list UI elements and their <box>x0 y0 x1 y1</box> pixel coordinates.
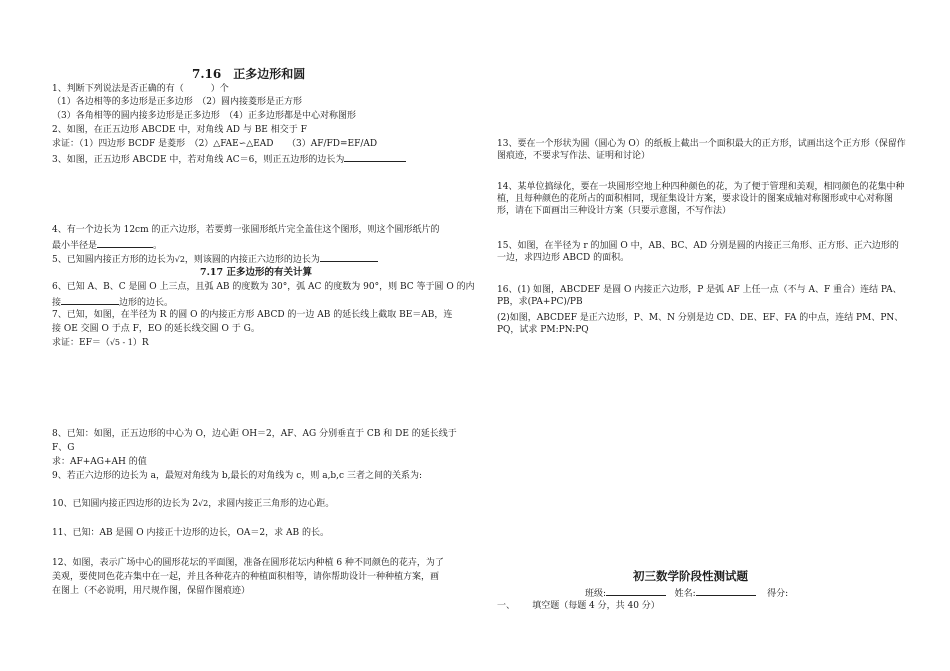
q3-text: 3、如图，正五边形 ABCDE 中，若对角线 AC＝6，则正五边形的边长为 <box>52 155 345 165</box>
q6-text: 6、已知 A、B、C 是圆 O 上三点，且弧 AB 的度数为 30°，弧 AC 的度数为 90°，则 BC 等于圆 O 的内 <box>52 282 475 292</box>
q10-line <box>52 498 334 510</box>
exam-title: 初三数学阶段性测试题 <box>633 569 748 583</box>
q16-part2: (2)如图，ABCDEF 是正六边形，P、M、N 分别是边 CD、DE、EF、FA 的中点，连结 PM、PN、PQ，试求 PM:PN:PQ <box>497 313 904 335</box>
q4-answer-blank[interactable] <box>97 238 153 248</box>
q7-prove-end: ）R <box>132 338 149 348</box>
section-one-label: 一、 <box>497 601 516 611</box>
score-label: 得分: <box>767 589 789 599</box>
q12-text-3: 在图上（不必说明，用尺规作图，保留作图痕迹） <box>52 586 251 596</box>
q2-text: 2、如图，在正五边形 ABCDE 中，对角线 AD 与 BE 相交于 F <box>52 125 307 135</box>
q10-sqrt2: √2 <box>198 499 209 508</box>
q8-text: 8、已知：如图，正五边形的中心为 O，边心距 OH＝2，AF、AG 分别垂直于 CB 和 DE 的延长线于 <box>52 429 457 439</box>
q4-text: 4、有一个边长为 12cm 的正六边形，若要剪一张圆形纸片完全盖住这个图形，则这个圆形纸片的 <box>52 225 440 235</box>
q16-part1: 16、(1) 如图，ABCDEF 是圆 O 内接正六边形，P 是弧 AF 上任一点（不与 A、F 重合）连结 PA、PB，求(PA+PC)/PB <box>497 285 902 307</box>
q10-text: 10、已知圆内接正四边形的边长为 2 <box>52 499 199 509</box>
student-info-row <box>585 586 788 600</box>
q5-answer-blank[interactable] <box>320 252 378 262</box>
q6-answer-blank[interactable] <box>61 295 119 305</box>
q7-sqrt5-minus-1: √5 - 1 <box>109 338 133 347</box>
class-label: 班级: <box>585 589 607 599</box>
q7-prove: 求证：EF＝（ <box>52 338 110 348</box>
q12-text-2: 美观，要使同色花卉集中在一起，并且各种花卉的种植面积相等，请你帮助设计一种种植方案，画 <box>52 572 440 582</box>
q14-text: 14、某单位搞绿化，要在一块圆形空地上种四种颜色的花，为了便于管理和美观，相同颜色的花集中种植，且每种颜色的花所占的面积相同，现征集设计方案，要求设计的图案成轴对称图形或中心对称图形，请在下面画出三种设计方案（只要示意图，不写作法） <box>497 182 905 216</box>
q12-text: 12、如图，表示广场中心的圆形花坛的平面图，准备在圆形花坛内种植 6 种不同颜色的花卉，为了 <box>52 558 444 568</box>
q1-text: 1、判断下列说法是否正确的有（ ）个 <box>52 84 229 94</box>
section-title-7-17: 7.17 正多边形的有关计算 <box>200 267 312 278</box>
q7-prove-line <box>52 337 149 349</box>
section-title-7-16: 7.16 正多边形和圆 <box>192 67 306 81</box>
q7-text: 7、已知，如图，在半径为 R 的圆 O 的内接正方形 ABCD 的一边 AB 的延长线上截取 BE＝AB，连 <box>52 310 453 320</box>
q15-text: 15、如图，在半径为 r 的加圆 O 中，AB、BC、AD 分别是圆的内接正三角形、正方形、正六边形的一边，求四边形 ABCD 的面积。 <box>497 241 899 263</box>
q2-prove: 求证：（1）四边形 BCDF 是菱形 （2）△FAE∽△EAD （3）AF/FD=EF/AD <box>52 139 378 149</box>
q5-text: 5、已知圆内接正方形的边长为 <box>52 255 175 265</box>
q6-text-3: 边形的边长。 <box>119 298 174 308</box>
q10-text-2: ，求圆内接正三角形的边心距。 <box>208 499 335 509</box>
name-field[interactable] <box>696 586 756 596</box>
q3-answer-blank[interactable] <box>344 152 406 162</box>
q5-text-2: ，则该圆的内接正六边形的边长为 <box>184 255 320 265</box>
q6-text-2: 接 <box>52 298 62 308</box>
class-field[interactable] <box>606 586 666 596</box>
q5-sqrt2: √2 <box>174 255 185 264</box>
q3-line <box>52 152 406 166</box>
section-one-text: 填空题（每题 4 分，共 40 分） <box>532 601 660 611</box>
name-label: 姓名: <box>674 589 696 599</box>
q1-option-3-4: （3）各角相等的圆内接多边形是正多边形 （4）正多边形都是中心对称图形 <box>52 111 356 121</box>
q8-ask: 求：AF+AG+AH 的值 <box>52 457 147 467</box>
q4-line2: 最小半径是 。 <box>52 238 162 252</box>
section-one-row <box>497 600 660 612</box>
q7-text-2: 接 OE 交圆 O 于点 F，EO 的延长线交圆 O 于 G。 <box>52 324 260 334</box>
q9-text: 9、若正六边形的边长为 a，最短对角线为 b,最长的对角线为 c，则 a,b,c 三者之间的关系为: <box>52 471 422 481</box>
q1-option-1-2: （1）各边相等的多边形是正多边形 （2）圆内接菱形是正方形 <box>52 97 302 107</box>
q8-text-2: F、G <box>52 443 75 453</box>
q11-text: 11、已知：AB 是圆 O 内接正十边形的边长，OA＝2，求 AB 的长。 <box>52 528 329 538</box>
q13-text: 13、要在一个形状为圆（圆心为 O）的纸板上截出一个面积最大的正方形，试画出这个正方形（保留作图痕迹，不要求写作法、证明和讨论） <box>497 139 906 161</box>
q6-line2 <box>52 295 173 309</box>
q4-text-2: 最小半径是 <box>52 241 98 251</box>
q5-line <box>52 252 378 266</box>
